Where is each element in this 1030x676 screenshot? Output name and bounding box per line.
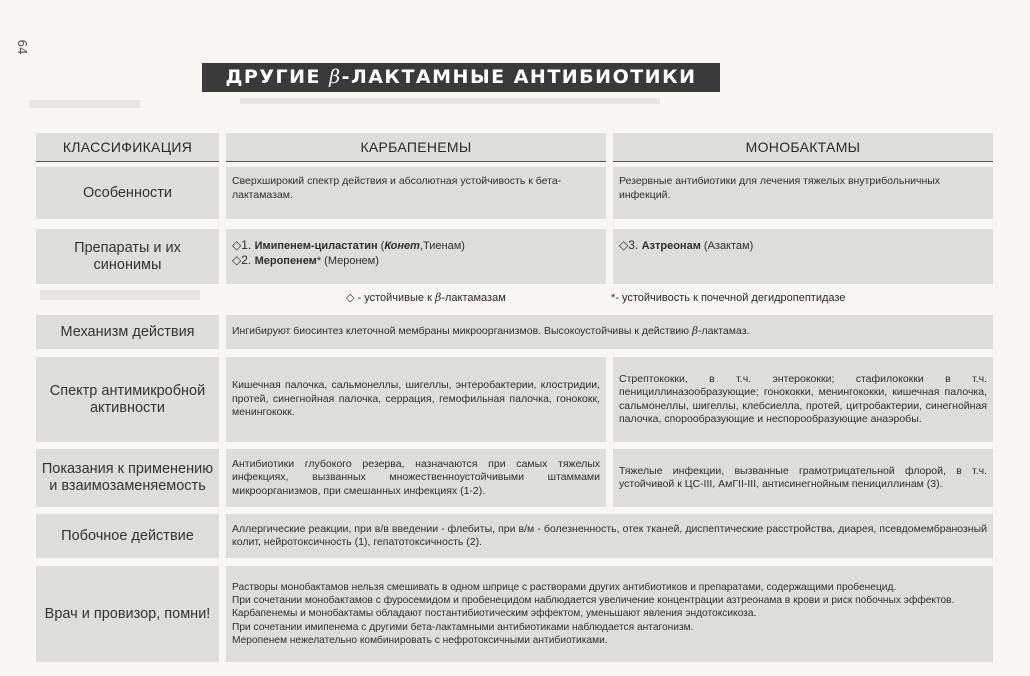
drug-aztreonam: ◇3. Азтреонам (Азактам) (619, 238, 754, 252)
header-monobactams: МОНОБАКТАМЫ (613, 133, 993, 162)
drugs-monobactams (613, 229, 993, 284)
remember-line: Растворы монобактамов нельзя смешивать в одном шприце с растворами других антибиотиков и препаратами, содержащими пробенецид. (232, 581, 897, 593)
row-label-drugs: Препараты и их синонимы (36, 229, 219, 284)
page-number: 64 (15, 39, 29, 55)
spectrum-monobactams: Стрептококки, в т.ч. энтерококки; стафилококки в т.ч. пенициллиназообразующие; гонококки, менингококки, кишечная палочка, сальмонеллы, шигеллы, клебсиелла, протей, цитробактерии, синегнойная палочка, спорообразующие и неспорообразующие анаэробы. (613, 357, 993, 442)
remember-line: Карбапенемы и монобактамы обладают постантибиотическим эффектом, уменьшают явления эндотоксикоза. (232, 608, 757, 620)
title-prefix: ДРУГИЕ (225, 66, 321, 88)
legend-asterisk: *- устойчивость к почечной дегидропептидазе (611, 292, 846, 304)
drug-imipenem: ◇1. Имипенем-циластатин (Конет,Тиенам) (232, 238, 465, 252)
indications-monobactams: Тяжелые инфекции, вызванные грамотрицательной флорой, в т.ч. устойчивой к ЦС-III, АмГII-III, антисинегнойным пенициллинам (3). (613, 449, 993, 507)
indications-carbapenems: Антибиотики глубокого резерва, назначаются при самых тяжелых инфекциях, вызванных множественноустойчивыми штаммами микроорганизмов, при смешанных инфекциях (1-2). (226, 449, 606, 507)
title-beta: β (329, 66, 342, 88)
title-suffix: -ЛАКТАМНЫЕ АНТИБИОТИКИ (341, 66, 697, 88)
mechanism-text: Ингибируют биосинтез клеточной мембраны микроорганизмов. Высокоустойчивы к действию β-лактамаз. (226, 315, 993, 349)
remember-text (226, 566, 993, 662)
row-label-side-effects: Побочное действие (36, 514, 219, 558)
drug-meropenem: ◇2. Меропенем* (Меронем) (232, 253, 379, 267)
row-label-spectrum: Спектр антимикробной активности (36, 357, 219, 442)
features-monobactams: Резервные антибиотики для лечения тяжелых внутрибольничных инфекций. (613, 167, 993, 219)
features-carbapenems: Сверхширокий спектр действия и абсолютная устойчивость к бета-лактамазам. (226, 167, 606, 219)
legend (228, 288, 993, 308)
header-carbapenems: КАРБАПЕНЕМЫ (226, 133, 606, 162)
legend-diamond: ◇ - устойчивые к β-лактамазам (346, 291, 506, 304)
spectrum-carbapenems: Кишечная палочка, сальмонеллы, шигеллы, энтеробактерии, клостридии, протей, синегнойная палочка, серрация, гемофильная палочка, гонококк, менингококк. (226, 357, 606, 442)
row-label-mechanism: Механизм действия (36, 315, 219, 349)
remember-line: Меропенем нежелательно комбинировать с нефротоксичными антибиотиками. (232, 634, 608, 646)
page-title (202, 63, 720, 92)
remember-line: При сочетании имипенема с другими бета-лактамными антибиотиками наблюдается антагонизм. (232, 621, 694, 633)
row-label-indications: Показания к применению и взаимозаменяемость (36, 449, 219, 507)
drugs-carbapenems (226, 229, 606, 284)
side-effects-text: Аллергические реакции, при в/в введении - флебиты, при в/м - болезненность, отек тканей, диспептические расстройства, диарея, псевдомембранозный колит, нейротоксичность (1), гепатотоксичность (2). (226, 514, 993, 558)
row-label-features: Особенности (36, 167, 219, 219)
row-label-remember: Врач и провизор, помни! (36, 566, 219, 662)
header-classification: КЛАССИФИКАЦИЯ (36, 133, 219, 162)
remember-line: При сочетании монобактамов с фуросемидом и пробенецидом наблюдается увеличение концентрации азтреонама в крови и риск побочных эффектов. (232, 595, 955, 607)
